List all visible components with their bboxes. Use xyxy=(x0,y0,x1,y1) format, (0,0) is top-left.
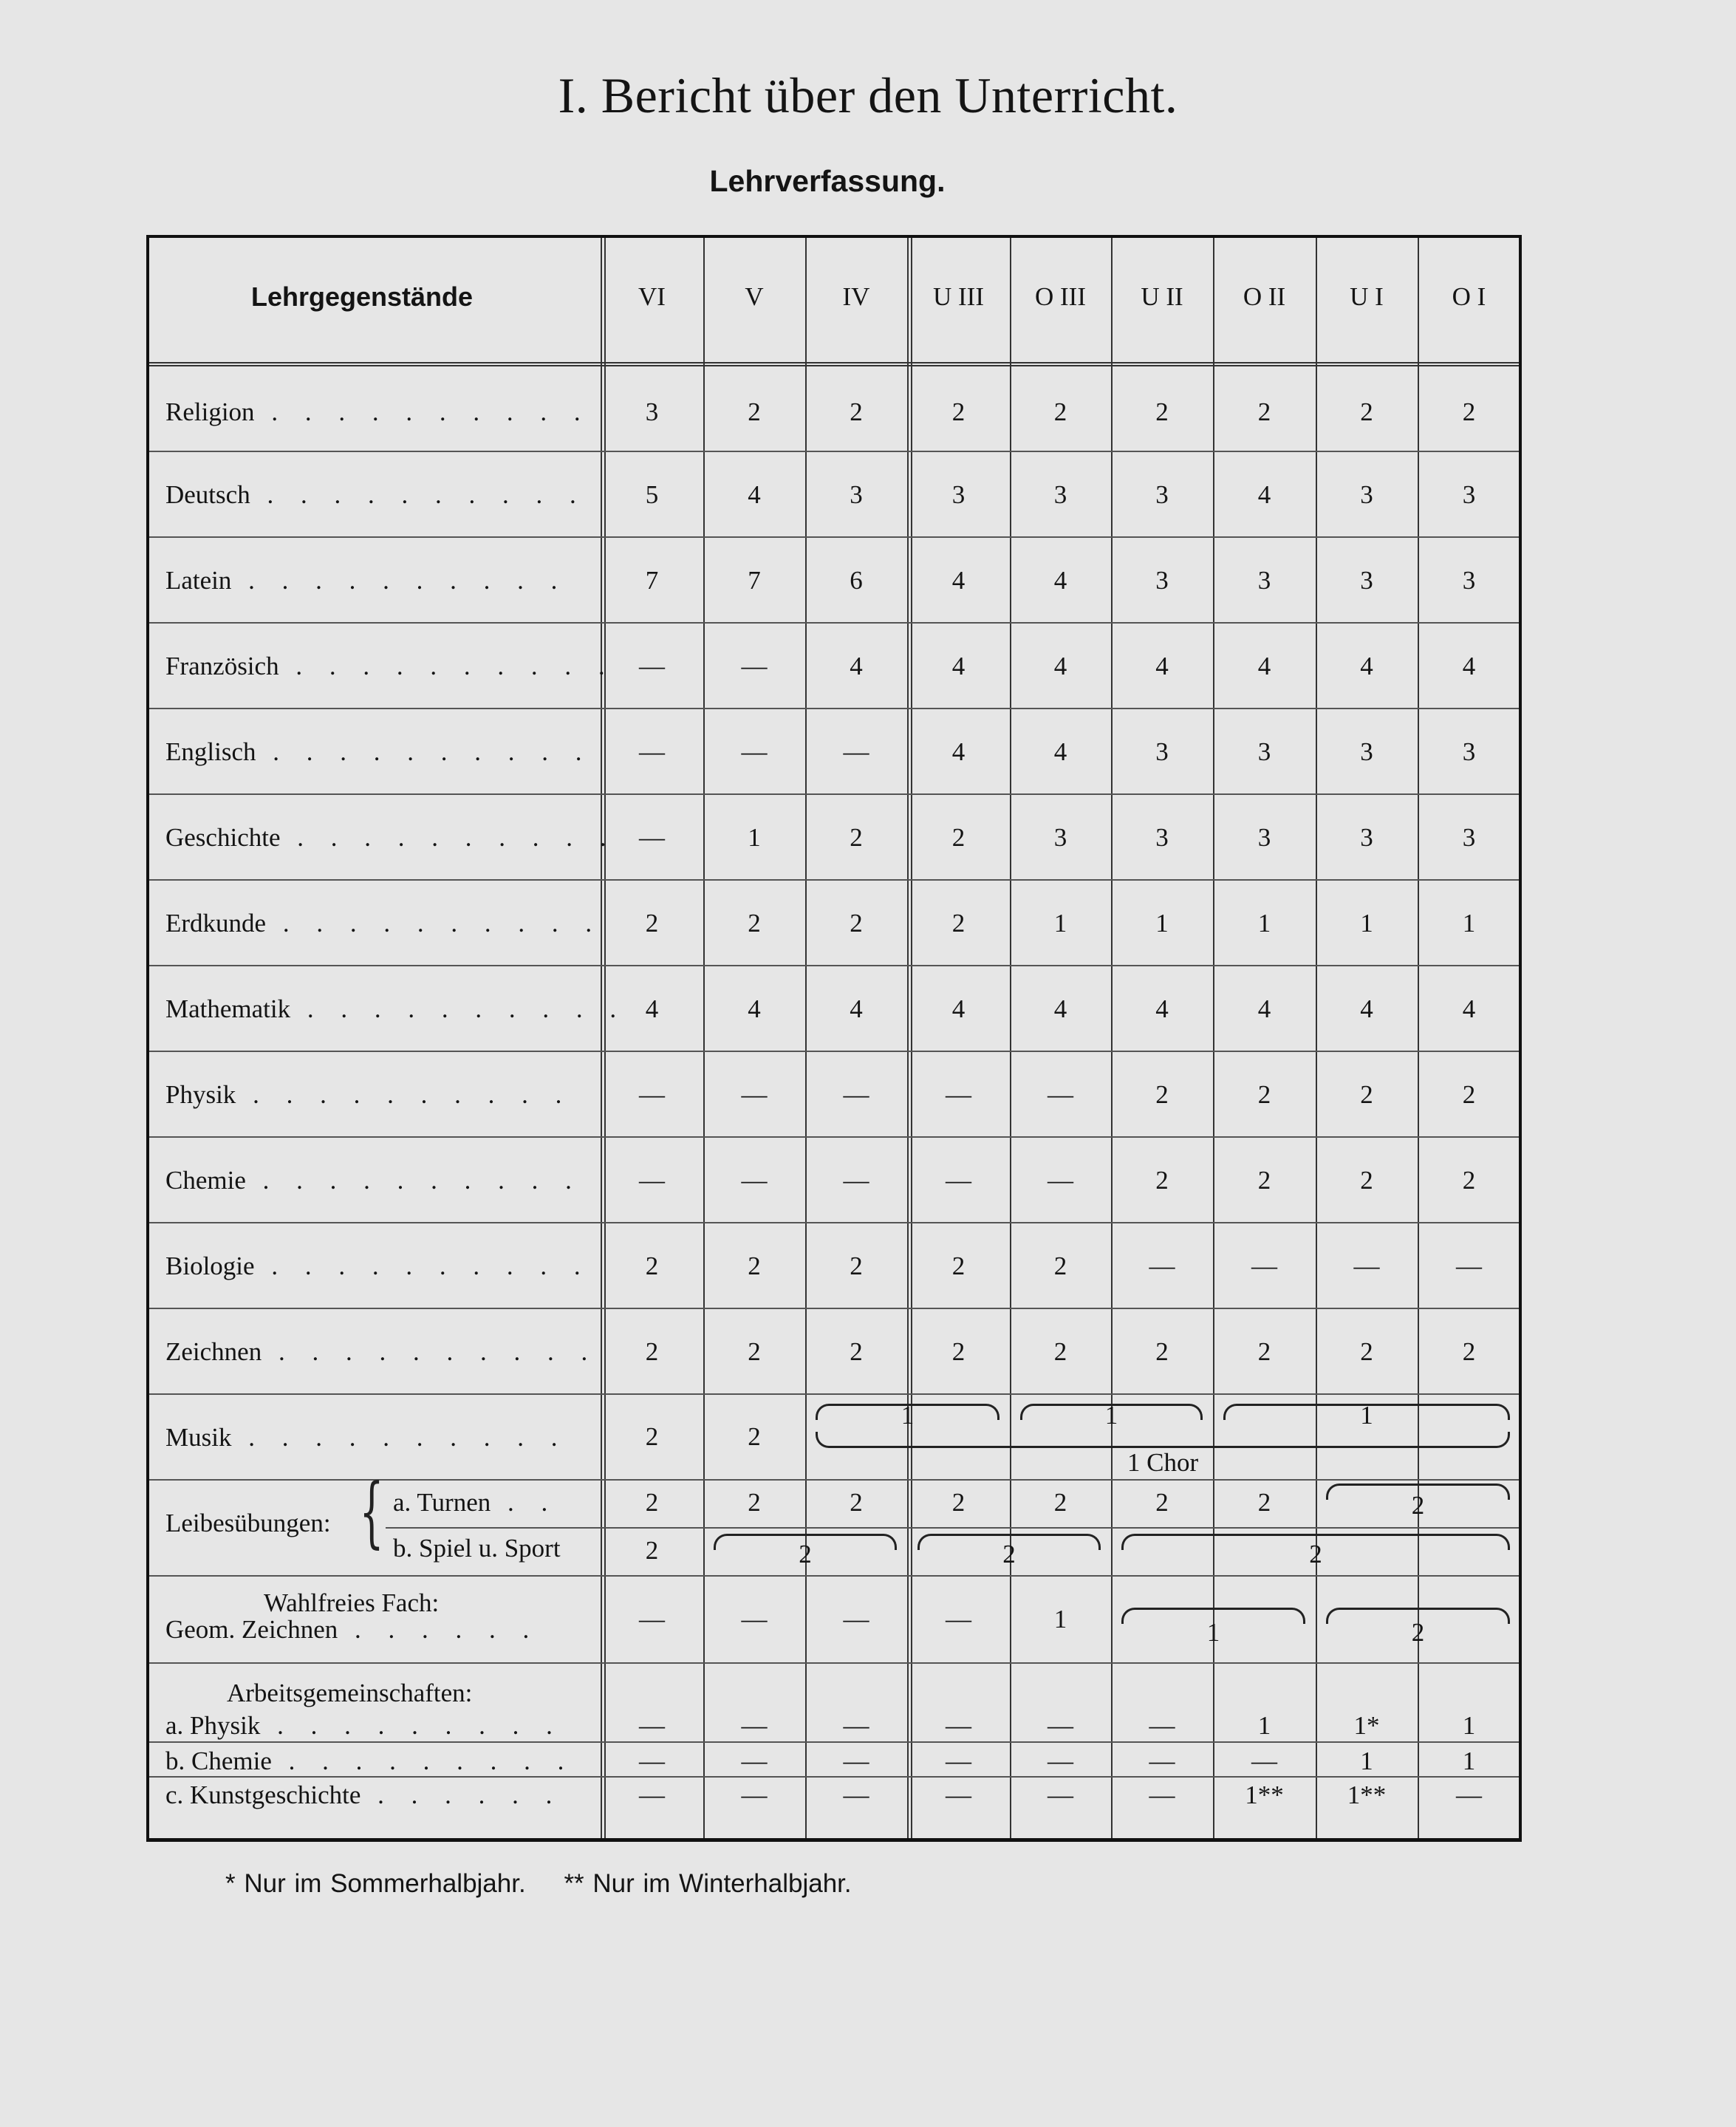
curly-brace-icon: { xyxy=(359,1467,384,1557)
table-cell: 2 xyxy=(748,1488,761,1517)
row-divider xyxy=(149,622,1519,624)
table-cell: 2 xyxy=(645,1337,659,1366)
leader-dots: . . . . . . xyxy=(338,1615,540,1644)
leader-dots: . . . . . . . . . . xyxy=(266,909,603,938)
lesson-table xyxy=(146,235,1522,1842)
table-cell: 2 xyxy=(1360,397,1373,426)
table-cell: — xyxy=(741,1711,768,1740)
table-cell: 3 xyxy=(1053,823,1067,852)
footnotes xyxy=(225,1869,881,1899)
page-subtitle: Lehrverfassung. xyxy=(709,164,946,198)
table-cell: — xyxy=(741,737,768,766)
leader-dots: . . . . . . . . . xyxy=(271,1747,575,1775)
leader-dots: . . . . . . . . . . xyxy=(250,480,587,509)
grouped-value: 2 xyxy=(1002,1540,1016,1568)
table-cell: — xyxy=(639,737,665,766)
table-cell: 2 xyxy=(951,1252,966,1280)
table-cell: 4 xyxy=(1360,994,1373,1023)
table-cell: 1 xyxy=(1360,1747,1373,1775)
column-divider xyxy=(703,238,705,1838)
table-cell: — xyxy=(843,1747,869,1775)
table-cell: 1 xyxy=(1462,909,1476,938)
leader-dots: . . . . . . . . . . xyxy=(231,566,568,595)
row-divider xyxy=(149,1479,1519,1481)
row-label xyxy=(165,1080,572,1110)
table-cell: 1 xyxy=(1360,909,1373,938)
table-cell: — xyxy=(1048,1711,1073,1740)
table-cell: 2 xyxy=(1257,397,1271,426)
table-cell: 2 xyxy=(645,1422,659,1451)
column-divider xyxy=(1111,238,1113,1838)
table-cell: — xyxy=(946,1080,971,1109)
table-cell: 4 xyxy=(951,566,966,595)
table-cell: — xyxy=(1149,1252,1175,1280)
leader-dots: . . . . . . . . . . xyxy=(245,1166,582,1195)
table-cell: 2 xyxy=(850,823,863,852)
table-cell: 2 xyxy=(1155,397,1169,426)
row-divider xyxy=(149,708,1519,709)
subject-name: c. Kunstgeschichte xyxy=(165,1781,361,1809)
table-cell: 4 xyxy=(748,480,761,509)
table-cell: — xyxy=(639,823,665,852)
sub-label xyxy=(393,1488,558,1517)
row-label xyxy=(165,1615,539,1645)
row-label: Leibesübungen: xyxy=(165,1509,331,1537)
page-title: I. Bericht über den Unterricht. xyxy=(558,67,1178,123)
grouped-value: 2 xyxy=(1309,1540,1322,1568)
row-label xyxy=(165,1252,591,1281)
row-divider xyxy=(149,1308,1519,1309)
table-cell: 3 xyxy=(645,397,659,426)
table-cell: 2 xyxy=(1462,1080,1476,1109)
leader-dots: . . . . . . . . . . xyxy=(254,397,591,426)
table-cell: 3 xyxy=(1462,480,1476,509)
table-cell: 4 xyxy=(1155,652,1169,680)
subject-name: Chemie xyxy=(165,1166,246,1195)
table-cell: 1 xyxy=(1155,909,1169,938)
table-cell: 2 xyxy=(951,397,966,426)
table-cell: — xyxy=(946,1166,971,1195)
subject-name: Mathematik xyxy=(165,994,291,1023)
grouped-value: 2 xyxy=(799,1540,812,1568)
table-cell: 1 xyxy=(1257,1711,1271,1740)
row-label xyxy=(165,1781,562,1810)
subject-name: Geom. Zeichnen xyxy=(165,1615,338,1644)
table-cell: 1* xyxy=(1353,1711,1380,1740)
table-cell: — xyxy=(639,1781,665,1809)
leader-dots: . . . . . . . . . . xyxy=(254,1252,591,1280)
leader-dots: . . . . . . . . . . xyxy=(278,652,615,680)
table-cell: 6 xyxy=(850,566,863,595)
row-divider xyxy=(149,965,1519,966)
table-cell: — xyxy=(639,1080,665,1109)
leader-dots: . . xyxy=(491,1488,558,1517)
row-divider xyxy=(149,1776,1519,1778)
table-cell: 2 xyxy=(748,1337,761,1366)
table-cell: — xyxy=(843,1080,869,1109)
table-cell: 4 xyxy=(1053,566,1067,595)
table-cell: 1 xyxy=(1462,1711,1476,1740)
grouped-value: 1 xyxy=(1360,1401,1373,1430)
table-cell: 2 xyxy=(1257,1166,1271,1195)
subject-name: Biologie xyxy=(165,1252,255,1280)
table-cell: — xyxy=(741,1166,768,1195)
subject-name: Zeichnen xyxy=(165,1337,262,1366)
table-cell: 4 xyxy=(1155,994,1169,1023)
table-cell: 2 xyxy=(1053,1252,1067,1280)
sub-label: b. Spiel u. Sport xyxy=(393,1534,561,1563)
table-cell: 2 xyxy=(1155,1166,1169,1195)
table-cell: 2 xyxy=(748,1252,761,1280)
table-cell: — xyxy=(741,652,768,680)
row-divider xyxy=(149,1136,1519,1138)
subject-name: Englisch xyxy=(165,737,256,766)
table-cell: 2 xyxy=(951,1488,966,1517)
table-cell: — xyxy=(639,1605,665,1633)
column-header: U III xyxy=(933,282,984,311)
row-label xyxy=(165,480,587,510)
table-cell: 3 xyxy=(1155,823,1169,852)
column-divider xyxy=(1418,238,1419,1838)
table-cell: — xyxy=(639,1166,665,1195)
table-cell: 2 xyxy=(645,1488,659,1517)
table-cell: 5 xyxy=(645,480,659,509)
row-divider xyxy=(149,536,1519,538)
column-header: VI xyxy=(638,282,666,311)
table-cell: — xyxy=(741,1781,768,1809)
row-label xyxy=(165,1337,598,1367)
table-cell: 4 xyxy=(951,652,966,680)
subject-name: Geschichte xyxy=(165,823,281,852)
table-cell: 4 xyxy=(951,994,966,1023)
grouped-value: 1 xyxy=(1104,1401,1118,1430)
table-cell: 2 xyxy=(1360,1166,1373,1195)
table-cell: 2 xyxy=(1053,1337,1067,1366)
leader-dots: . . . . . . . . . . xyxy=(236,1080,573,1109)
table-cell: 1 xyxy=(1053,1605,1067,1633)
table-cell: 2 xyxy=(951,1337,966,1366)
row-label xyxy=(165,566,567,595)
table-cell: 4 xyxy=(1462,652,1476,680)
table-cell: 2 xyxy=(1462,397,1476,426)
table-cell: — xyxy=(639,1711,665,1740)
table-cell: 2 xyxy=(1462,1166,1476,1195)
table-cell: — xyxy=(741,1747,768,1775)
table-cell: 1 xyxy=(1257,909,1271,938)
table-cell: 2 xyxy=(645,1536,659,1565)
table-cell: — xyxy=(639,652,665,680)
leader-dots: . . . . . . xyxy=(360,1781,563,1809)
table-cell: — xyxy=(1048,1080,1073,1109)
table-cell: — xyxy=(843,1711,869,1740)
table-cell: 2 xyxy=(1155,1488,1169,1517)
subject-name: b. Chemie xyxy=(165,1747,272,1775)
row-label xyxy=(165,737,592,767)
table-cell: 3 xyxy=(1462,737,1476,766)
chor-value: 1 Chor xyxy=(1127,1448,1199,1477)
table-cell: 7 xyxy=(748,566,761,595)
table-cell: — xyxy=(1149,1711,1175,1740)
row-divider xyxy=(149,451,1519,452)
table-cell: 3 xyxy=(1155,566,1169,595)
subject-name: a. Physik xyxy=(165,1711,261,1740)
column-divider xyxy=(1213,238,1214,1838)
table-cell: 4 xyxy=(951,737,966,766)
table-cell: 2 xyxy=(850,397,863,426)
grouped-value: 1 xyxy=(1206,1618,1220,1647)
table-cell: — xyxy=(843,737,869,766)
table-cell: — xyxy=(1353,1252,1380,1280)
grouped-value: 1 xyxy=(901,1401,915,1430)
table-cell: 2 xyxy=(1257,1488,1271,1517)
table-cell: — xyxy=(946,1781,971,1809)
row-divider xyxy=(386,1527,1519,1529)
row-divider xyxy=(149,1741,1519,1743)
table-cell: 2 xyxy=(951,909,966,938)
table-cell: — xyxy=(1149,1781,1175,1809)
table-cell: 3 xyxy=(1155,737,1169,766)
table-cell: 3 xyxy=(1360,737,1373,766)
row-divider xyxy=(149,1222,1519,1223)
table-cell: — xyxy=(1456,1781,1482,1809)
leader-dots: . . . . . . . . . . xyxy=(290,994,627,1023)
table-cell: 2 xyxy=(748,909,761,938)
table-cell: 2 xyxy=(1360,1080,1373,1109)
table-cell: 1 xyxy=(748,823,761,852)
table-cell: — xyxy=(1251,1252,1277,1280)
table-cell: 2 xyxy=(850,1252,863,1280)
column-header: U II xyxy=(1141,282,1183,311)
table-cell: 3 xyxy=(1360,480,1373,509)
column-header: O II xyxy=(1243,282,1286,311)
table-cell: 3 xyxy=(1462,823,1476,852)
table-cell: 2 xyxy=(748,397,761,426)
footnote-winter: ** Nur im Winterhalbjahr. xyxy=(564,1869,852,1898)
column-header: O III xyxy=(1035,282,1086,311)
subject-name: Religion xyxy=(165,397,255,426)
column-header: O I xyxy=(1452,282,1486,311)
table-cell: — xyxy=(1048,1781,1073,1809)
table-cell: 2 xyxy=(1360,1337,1373,1366)
table-cell: 1** xyxy=(1347,1781,1387,1809)
table-cell: 2 xyxy=(850,1337,863,1366)
chor-brace xyxy=(816,1432,1510,1448)
row-label xyxy=(165,1747,574,1776)
grouped-value: 2 xyxy=(1411,1491,1425,1520)
table-cell: — xyxy=(1048,1166,1073,1195)
table-cell: 2 xyxy=(1257,1337,1271,1366)
table-cell: 2 xyxy=(1053,397,1067,426)
row-label xyxy=(165,823,616,853)
table-cell: — xyxy=(639,1747,665,1775)
sub-label-text: a. Turnen xyxy=(393,1488,491,1517)
table-cell: 3 xyxy=(1155,480,1169,509)
table-cell: — xyxy=(741,1605,768,1633)
table-cell: — xyxy=(946,1747,971,1775)
header-label: Lehrgegenstände xyxy=(251,281,474,312)
table-cell: 3 xyxy=(1360,566,1373,595)
table-cell: 1 xyxy=(1053,909,1067,938)
table-cell: 2 xyxy=(1155,1337,1169,1366)
subject-name: Erdkunde xyxy=(165,909,267,938)
table-cell: 4 xyxy=(645,994,659,1023)
table-cell: — xyxy=(741,1080,768,1109)
row-label: Wahlfreies Fach: xyxy=(264,1588,440,1617)
row-label xyxy=(165,1423,567,1452)
column-header: V xyxy=(745,282,764,311)
subject-name: Latein xyxy=(165,566,232,595)
leader-dots: . . . . . . . . . . xyxy=(231,1423,568,1452)
table-cell: — xyxy=(843,1166,869,1195)
column-header: U I xyxy=(1350,282,1384,311)
row-label xyxy=(165,397,591,427)
table-cell: 4 xyxy=(1053,737,1067,766)
table-cell: 4 xyxy=(1360,652,1373,680)
column-header: IV xyxy=(842,282,870,311)
row-label xyxy=(165,994,626,1024)
table-cell: — xyxy=(1456,1252,1482,1280)
table-cell: 4 xyxy=(850,994,863,1023)
table-cell: 4 xyxy=(748,994,761,1023)
header-separator xyxy=(149,362,1519,366)
section-label: Arbeitsgemeinschaften: xyxy=(227,1679,473,1707)
table-cell: 2 xyxy=(1155,1080,1169,1109)
row-divider xyxy=(149,1051,1519,1052)
leader-dots: . . . . . . . . . xyxy=(260,1711,563,1740)
table-cell: 2 xyxy=(1257,1080,1271,1109)
table-cell: 2 xyxy=(645,909,659,938)
row-label xyxy=(165,652,615,681)
column-divider xyxy=(907,238,912,1838)
subject-name: Deutsch xyxy=(165,480,250,509)
table-cell: — xyxy=(1048,1747,1073,1775)
table-cell: — xyxy=(946,1605,971,1633)
table-cell: 3 xyxy=(1257,566,1271,595)
table-cell: 2 xyxy=(850,1488,863,1517)
row-divider xyxy=(149,793,1519,795)
column-divider xyxy=(805,238,807,1838)
table-cell: 1** xyxy=(1245,1781,1284,1809)
subject-name: Französich xyxy=(165,652,279,680)
leader-dots: . . . . . . . . . . xyxy=(262,1337,598,1366)
row-divider xyxy=(149,879,1519,881)
table-cell: 3 xyxy=(1462,566,1476,595)
table-cell: 3 xyxy=(1360,823,1373,852)
grouped-value: 2 xyxy=(1411,1618,1425,1647)
footnote-summer: * Nur im Sommerhalbjahr. xyxy=(225,1869,526,1898)
table-cell: 2 xyxy=(1053,1488,1067,1517)
table-cell: 3 xyxy=(1257,737,1271,766)
table-cell: 2 xyxy=(645,1252,659,1280)
table-cell: 4 xyxy=(850,652,863,680)
table-cell: — xyxy=(1251,1747,1277,1775)
row-label xyxy=(165,1166,582,1195)
table-cell: 4 xyxy=(1053,652,1067,680)
table-cell: — xyxy=(843,1781,869,1809)
table-cell: 4 xyxy=(1257,652,1271,680)
table-cell: — xyxy=(1149,1747,1175,1775)
row-divider xyxy=(149,1393,1519,1395)
row-label xyxy=(165,1711,563,1741)
table-cell: 3 xyxy=(951,480,966,509)
row-label xyxy=(165,909,602,938)
table-cell: — xyxy=(843,1605,869,1633)
table-cell: — xyxy=(946,1711,971,1740)
table-cell: 4 xyxy=(1462,994,1476,1023)
table-cell: 4 xyxy=(1257,480,1271,509)
table-cell: 2 xyxy=(1462,1337,1476,1366)
table-cell: 2 xyxy=(850,909,863,938)
column-divider xyxy=(1010,238,1011,1838)
table-cell: 1 xyxy=(1462,1747,1476,1775)
table-cell: 4 xyxy=(1257,994,1271,1023)
row-divider xyxy=(149,1575,1519,1577)
table-cell: 3 xyxy=(850,480,863,509)
table-cell: 2 xyxy=(748,1422,761,1451)
row-divider xyxy=(149,1662,1519,1664)
subject-name: Musik xyxy=(165,1423,232,1452)
table-cell: 3 xyxy=(1053,480,1067,509)
leader-dots: . . . . . . . . . . xyxy=(280,823,617,852)
table-cell: 4 xyxy=(1053,994,1067,1023)
column-divider xyxy=(1316,238,1317,1838)
column-divider xyxy=(601,238,606,1838)
subject-name: Physik xyxy=(165,1080,236,1109)
leader-dots: . . . . . . . . . . xyxy=(256,737,592,766)
table-cell: 3 xyxy=(1257,823,1271,852)
table-cell: 7 xyxy=(645,566,659,595)
table-cell: 2 xyxy=(951,823,966,852)
